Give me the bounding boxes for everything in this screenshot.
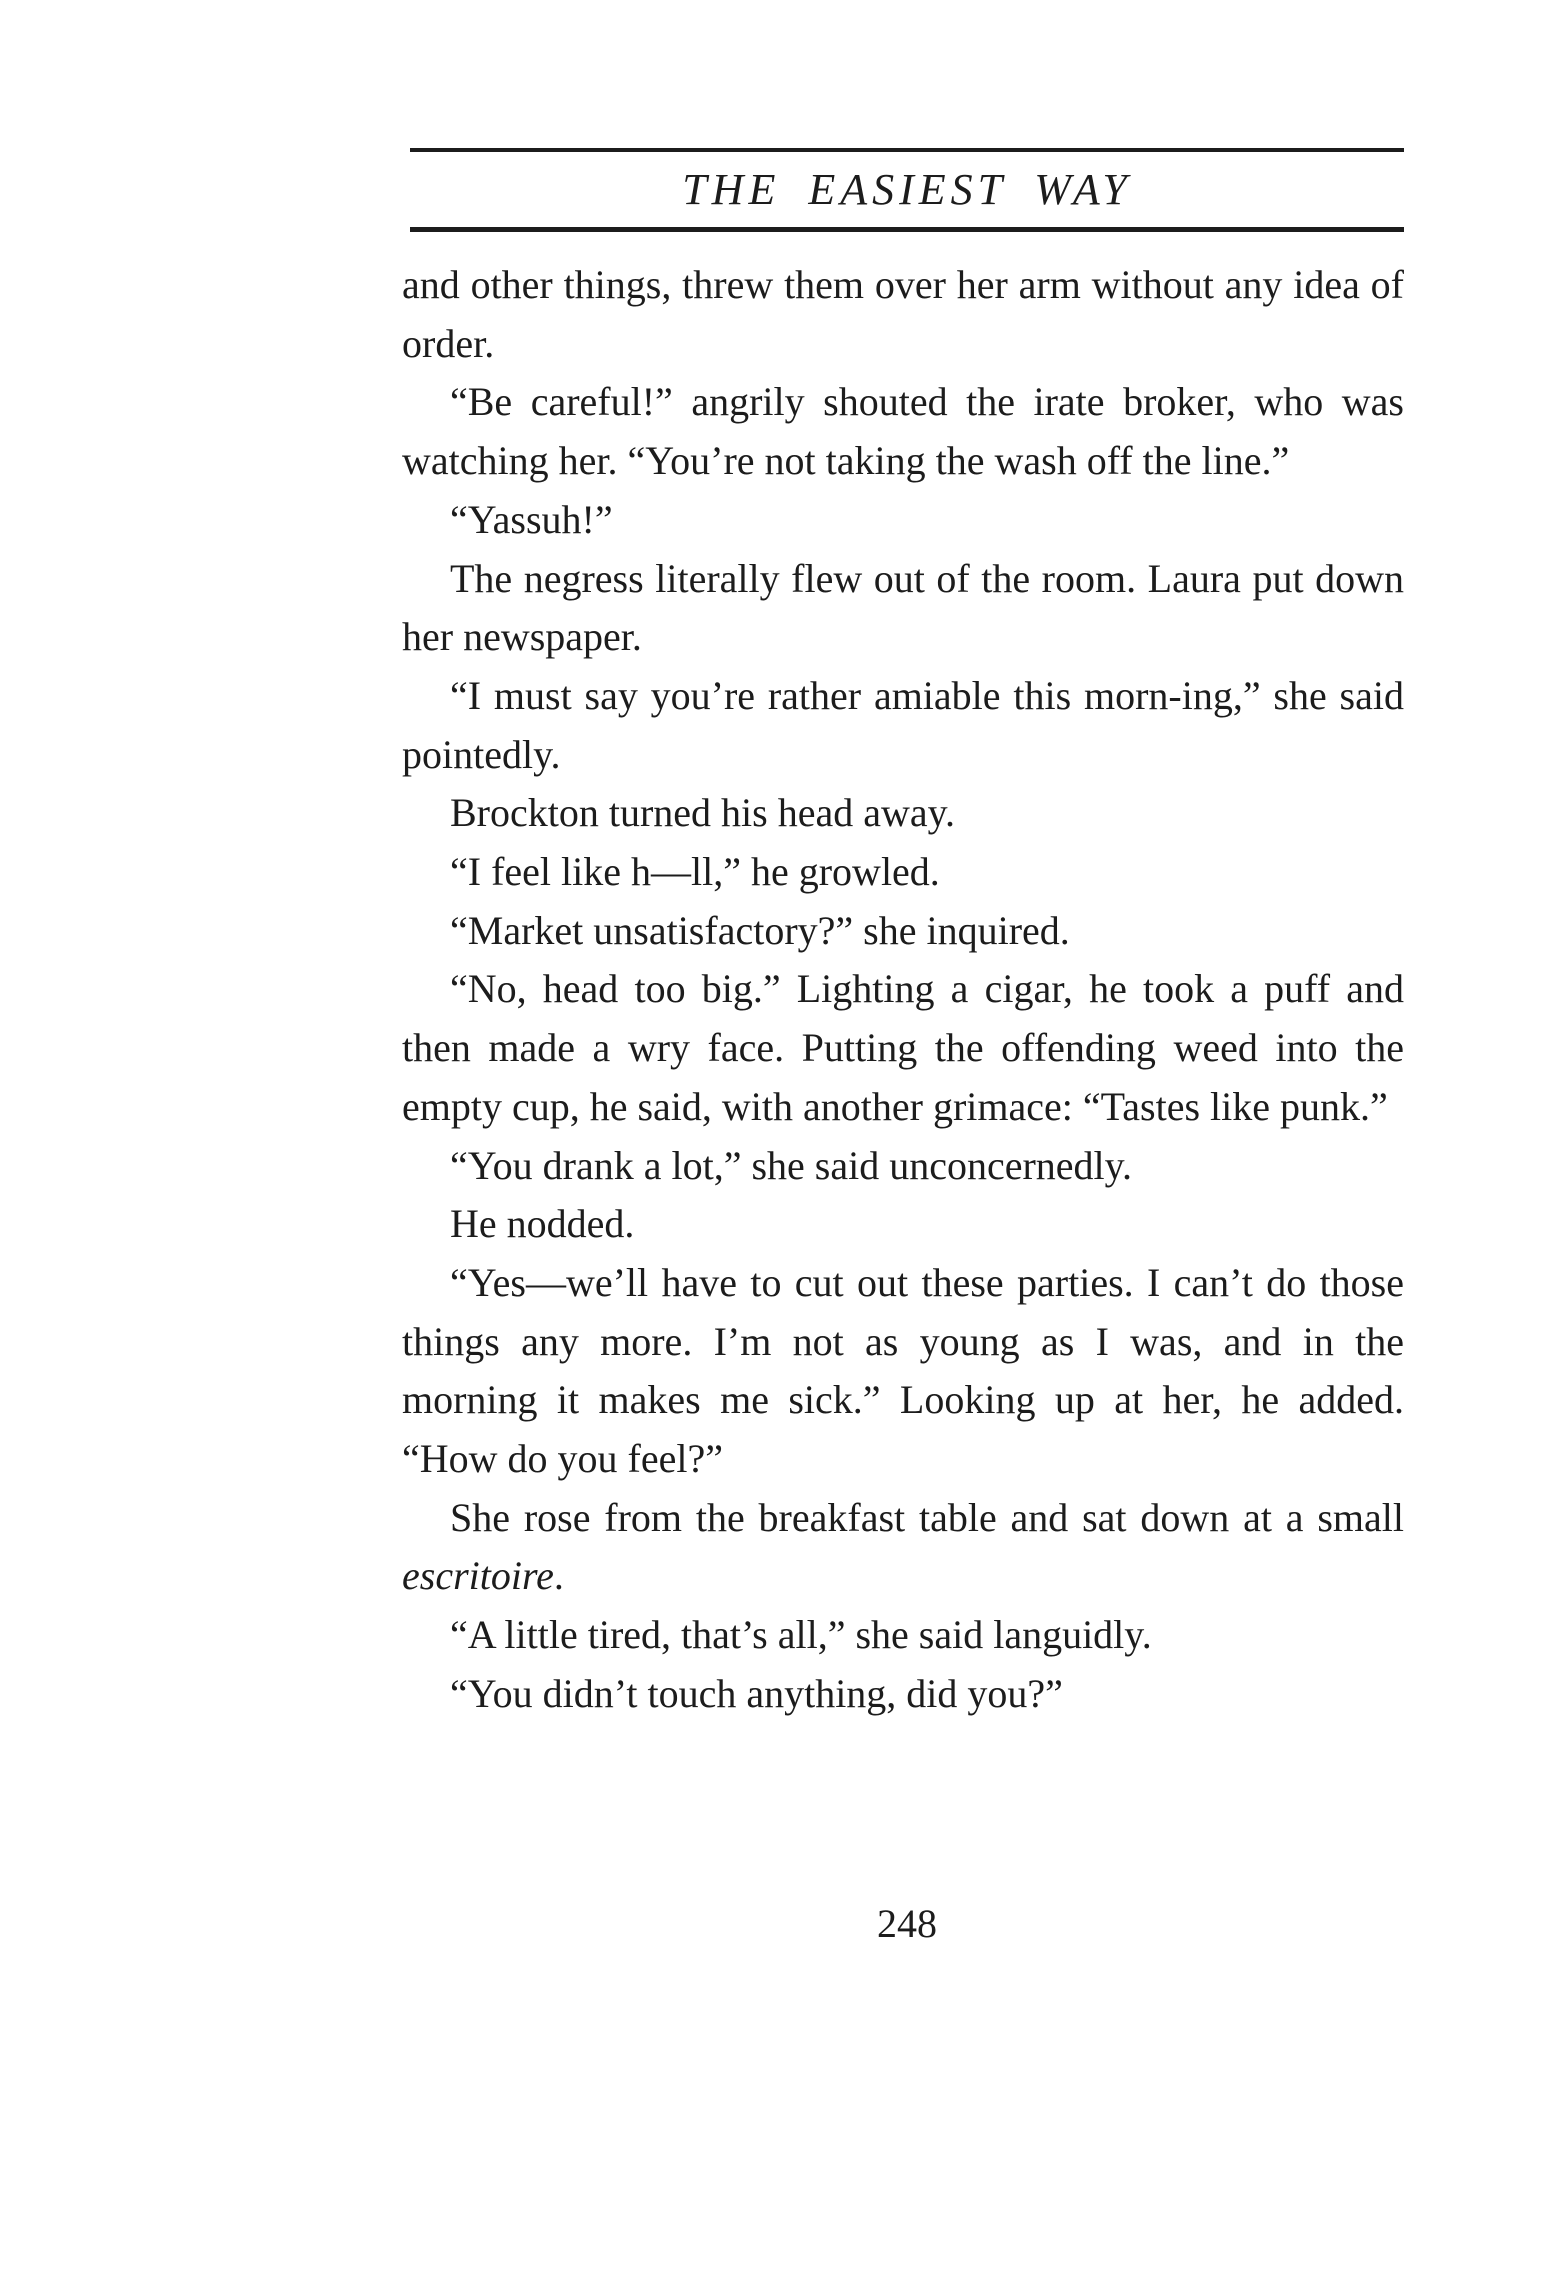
paragraph-13 — [402, 1489, 1404, 1606]
paragraph-3: “Yassuh!” — [450, 496, 613, 542]
paragraph-9: “No, head too big.” Lighting a cigar, he took a puff and then made a wry face. Putting the offending weed into the empty cup, he said, with another grimace: “Tastes like punk.” — [402, 966, 1404, 1129]
header-rule-bottom — [410, 227, 1404, 232]
paragraph-15: “You didn’t touch anything, did you?” — [450, 1670, 1063, 1716]
paragraph-8: “Market unsatisfactory?” she inquired. — [450, 907, 1070, 953]
italic-word-escritoire: escritoire — [402, 1553, 554, 1599]
paragraph-13-text: She rose from the breakfast table and sat down at a small — [450, 1494, 1404, 1540]
page-number: 248 — [877, 1901, 937, 1946]
body-text — [402, 256, 1404, 1724]
header-rule-top — [410, 148, 1404, 152]
paragraph-5: “I must say you’re rather amiable this morn-ing,” she said pointedly. — [402, 672, 1404, 777]
paragraph-6: Brockton turned his head away. — [450, 790, 956, 836]
paragraph-4: The negress literally flew out of the room. Laura put down her newspaper. — [402, 555, 1404, 660]
paragraph-12: “Yes—we’ll have to cut out these parties. I can’t do those things any more. I’m not as young as I was, and in the morning it makes me sick.” Looking up at her, he added. “How do you feel?” — [402, 1259, 1404, 1482]
paragraph-1: and other things, threw them over her arm without any idea of order. — [402, 262, 1404, 366]
paragraph-2: “Be careful!” angrily shouted the irate broker, who was watching her. “You’re not taking the wash off the line.” — [402, 379, 1404, 484]
paragraph-7: “I feel like h—ll,” he growled. — [450, 849, 940, 895]
running-title: THE EASIEST WAY — [682, 165, 1132, 214]
paragraph-11: He nodded. — [450, 1201, 635, 1247]
paragraph-13-end: . — [553, 1553, 564, 1599]
paragraph-14: “A little tired, that’s all,” she said languidly. — [450, 1612, 1152, 1658]
paragraph-10: “You drank a lot,” she said unconcernedly. — [450, 1142, 1133, 1188]
